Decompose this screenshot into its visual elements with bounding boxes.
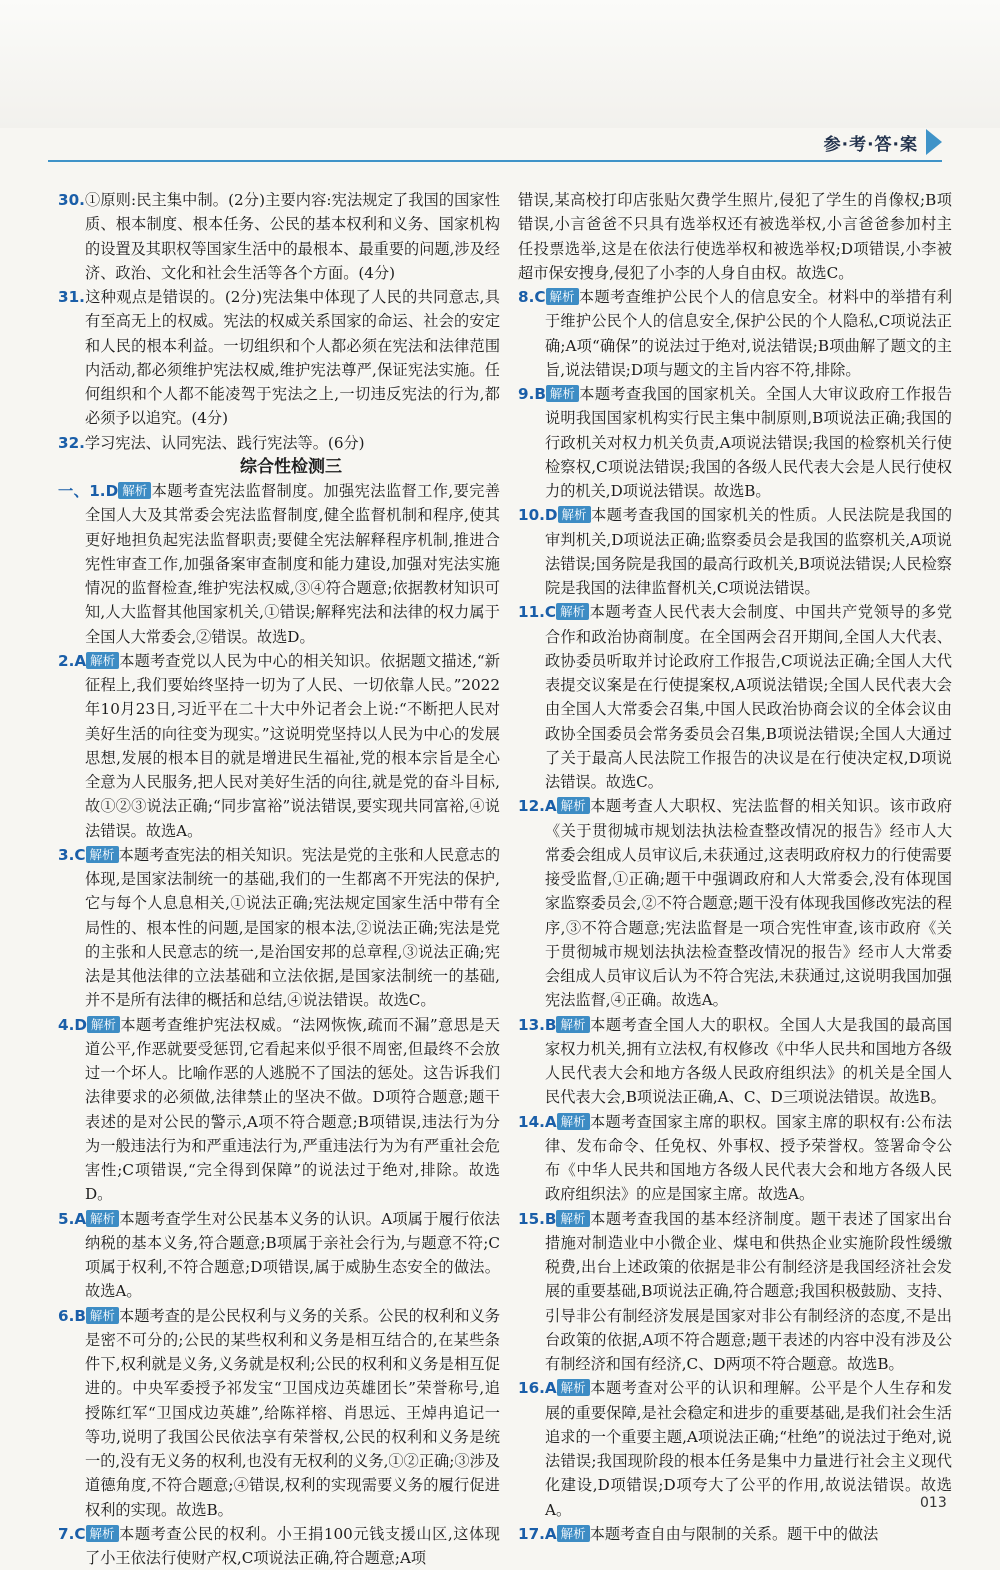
right-column — [518, 188, 952, 1546]
analysis-tag: 解析 — [87, 1016, 120, 1033]
answer-13: 13.B 解析 本题考查全国人大的职权。全国人大是我国的最高国家权力机关,拥有立法权,有权修改《中华人民共和国地方各级人民代表大会和地方各级人民政府组织法》的机关是全国人民代表大会,B项说法正确,A、C、D三项说法错误。故选B。 — [518, 1015, 952, 1107]
answer-2: 2.A 解析 本题考查党以人民为中心的相关知识。依据题文描述,“新征程上,我们要始终坚持一切为了人民、一切依靠人民。”2022年10月23日,习近平在二十大中外记者会上说:“不断把人民对美好生活的向往变为现实。”这说明党坚持以人民为中心的发展思想,发展的根本目的就是增进民生福祉,党的根本宗旨是全心全意为人民服务,把人民对美好生活的向往,就是党的奋斗目标,故①②③说法正确;“同步富裕”说法错误,要实现共同富裕,④说法错误。故选A。 — [58, 651, 500, 840]
answer-3: 3.C 解析 本题考查宪法的相关知识。宪法是党的主张和人民意志的体现,是国家法制统一的基础,我们的一生都离不开宪法的保护,它与每个人息息相关,①说法正确;宪法规定国家生活中带有全局性的、根本性的问题,是国家的根本法,②说法正确;宪法是党的主张和人民意志的统一,是治国安邦的总章程,③说法正确;宪法是其他法律的立法基础和立法依据,是国家法制统一的基础,并不是所有法律的概括和总结,④说法错误。故选C。 — [58, 845, 500, 1010]
analysis-tag: 解析 — [546, 288, 579, 305]
answer-16: 16.A 解析 本题考查对公平的认识和理解。公平是个人生存和发展的重要保障,是社会稳定和进步的重要基础,是我们社会生活追求的一个重要主题,A项说法正确;“杜绝”的说法过于绝对,说法错误;我国现阶段的根本任务是集中力量进行社会主义现代化建设,D项错误;D项夸大了公平的作用,故说法错误。故选A。 — [518, 1379, 952, 1519]
analysis-tag: 解析 — [556, 603, 589, 620]
header-rule — [48, 160, 942, 162]
answer-1: 一、1.D 解析 本题考查宪法监督制度。加强宪法监督工作,要完善全国人大及其常委会宪法监督制度,健全监督机制和程序,使其更好地担负起宪法监督职责;要健全宪法解释程序机制,推进合宪性审查工作,加强备案审查制度和能力建设,加强对宪法实施情况的监督检查,维护宪法权威,③④符合题意;依据教材知识可知,人大监督其他国家机关,①错误;解释宪法和法律的权力属于全国人大常委会,②错误。故选D。 — [58, 482, 501, 646]
analysis-tag: 解析 — [557, 1525, 590, 1542]
analysis-tag: 解析 — [556, 1016, 589, 1033]
left-column — [58, 188, 500, 1570]
answer-30: 30.①原则:民主集中制。(2分)主要内容:宪法规定了我国的国家性质、根本制度、根本任务、公民的基本权利和义务、国家机构的设置及其职权等国家生活中的最根本、最重要的问题,涉及经济、政治、文化和社会生活等各个方面。(4分) — [58, 191, 500, 282]
page-header — [824, 126, 942, 158]
analysis-tag: 解析 — [558, 506, 591, 523]
analysis-tag: 解析 — [86, 1307, 119, 1324]
analysis-tag: 解析 — [546, 385, 579, 402]
analysis-tag: 解析 — [86, 846, 119, 863]
analysis-tag: 解析 — [557, 797, 590, 814]
analysis-tag: 解析 — [557, 1113, 590, 1130]
answer-6: 6.B 解析 本题考查的是公民权利与义务的关系。公民的权利和义务是密不可分的;公民的某些权利和义务是相互结合的,在某些条件下,权利就是义务,义务就是权利;公民的权利和义务是相互促进的。中央军委授予祁发宝“卫国戍边英雄团长”荣誉称号,追授陈红军“卫国戍边英雄”,给陈祥榕、肖思远、王焯冉追记一等功,说明了我国公民依法享有荣誉权,公民的权利和义务是统一的,没有无义务的权利,也没有无权利的义务,①②正确;③涉及道德角度,不符合题意;④错误,权利的实现需要义务的履行促进权利的实现。故选B。 — [58, 1306, 500, 1519]
analysis-tag: 解析 — [86, 652, 119, 669]
answer-17: 17.A 解析 本题考查自由与限制的关系。题干中的做法 — [518, 1524, 879, 1543]
answer-8: 8.C 解析 本题考查维护公民个人的信息安全。材料中的举措有利于维护公民个人的信息安全,保护公民的个人隐私,C项说法正确;A项“确保”的说法过于绝对,说法错误;B项曲解了题文的主旨,说法错误;D项与题文的主旨内容不符,排除。 — [518, 288, 952, 379]
analysis-tag: 解析 — [118, 482, 151, 499]
answer-10: 10.D 解析 本题考查我国的国家机关的性质。人民法院是我国的审判机关,D项说法正确;监察委员会是我国的监察机关,A项说法错误;国务院是我国的最高行政机关,B项说法错误;人民检察院是我国的法律监督机关,C项说法错误。 — [518, 506, 952, 597]
chevron-right-icon — [926, 129, 942, 155]
analysis-tag: 解析 — [556, 1210, 589, 1227]
answer-9: 9.B 解析 本题考查我国的国家机关。全国人大审议政府工作报告说明我国国家机构实行民主集中制原则,B项说法正确;我国的行政机关对权力机关负责,A项说法错误;我国的检察机关行使检察权,C项说法错误;我国的各级人民代表大会是人民行使权力的机关,D项说法错误。故选B。 — [518, 385, 952, 500]
answer-4: 4.D 解析 本题考查维护宪法权威。“法网恢恢,疏而不漏”意思是天道公平,作恶就要受惩罚,它看起来似乎很不周密,但最终不会放过一个坏人。比喻作恶的人逃脱不了国法的惩处。这告诉我们法律要求的必须做,法律禁止的坚决不做。D项符合题意;题干表述的是对公民的警示,A项不符合题意;B项错误,违法行为分为一般违法行为和严重违法行为,严重违法行为为有严重社会危害性;C项错误,“完全得到保障”的说法过于绝对,排除。故选D。 — [58, 1015, 500, 1204]
analysis-tag: 解析 — [86, 1210, 119, 1227]
answer-5: 5.A 解析 本题考查学生对公民基本义务的认识。A项属于履行依法纳税的基本义务,符合题意;B项属于亲社会行为,与题意不符;C项属于权利,不符合题意;D项错误,属于威胁生态安全的做法。故选A。 — [58, 1209, 500, 1301]
answer-7-continued: 错误,某高校打印店张贴欠费学生照片,侵犯了学生的肖像权;B项错误,小言爸爸不只具有选举权还有被选举权,小言爸爸参加村主任投票选举,这是在依法行使选举权和被选举权;D项错误,小李被超市保安搜身,侵犯了小李的人身自由权。故选C。 — [518, 191, 952, 282]
answer-32: 32.学习宪法、认同宪法、践行宪法等。(6分) — [58, 433, 365, 452]
answer-11: 11.C 解析 本题考查人民代表大会制度、中国共产党领导的多党合作和政治协商制度。在全国两会召开期间,全国人大代表、政协委员听取并讨论政府工作报告,C项说法正确;全国人大代表提交议案是在行使提案权,A项说法错误;全国人民代表大会由全国人大常委会召集,中国人民政治协商会议的全体会议由政协全国委员会常务委员会召集,B项说法错误;全国人大通过了关于最高人民法院工作报告的决议是在行使决定权,D项说法错误。故选C。 — [518, 603, 952, 791]
answer-14: 14.A 解析 本题考查国家主席的职权。国家主席的职权有:公布法律、发布命令、任免权、外事权、授予荣誉权。签署命令公布《中华人民共和国地方各级人民代表大会和地方各级人民政府组织法》的应是国家主席。故选A。 — [518, 1112, 952, 1204]
analysis-tag: 解析 — [557, 1379, 590, 1396]
section-title: 综合性检测三 — [240, 456, 342, 477]
analysis-tag: 解析 — [86, 1525, 119, 1542]
top-band — [0, 0, 1000, 128]
page-number: 013 — [920, 1495, 947, 1511]
header-title: 参·考·答·案 — [823, 134, 918, 155]
answer-12: 12.A 解析 本题考查人大职权、宪法监督的相关知识。该市政府《关于贯彻城市规划法执法检查整改情况的报告》经市人大常委会组成人员审议后,未获通过,这表明政府权力的行使需要接受监督,①正确;题干中强调政府和人大常委会,没有体现国家监察委员会,②不符合题意;题干没有体现我国修改宪法的程序,③不符合题意;宪法监督是一项合宪性审查,该市政府《关于贯彻城市规划法执法检查整改情况的报告》经市人大常委会组成人员审议后认为不符合宪法,未获通过,这说明我国加强宪法监督,④正确。故选A。 — [518, 797, 952, 1010]
answer-7: 7.C 解析 本题考查公民的权利。小王捐100元钱支援山区,这体现了小王依法行使财产权,C项说法正确,符合题意;A项 — [58, 1524, 500, 1567]
answer-15: 15.B 解析 本题考查我国的基本经济制度。题干表述了国家出台措施对制造业中小微企业、煤电和供热企业实施阶段性缓缴税费,出台上述政策的依据是非公有制经济是我国经济社会发展的重要基础,B项说法正确,符合题意;我国积极鼓励、支持、引导非公有制经济发展是国家对非公有制经济的态度,不是出台政策的依据,A项不符合题意;题干表述的内容中没有涉及公有制经济和国有经济,C、D两项不符合题意。故选B。 — [518, 1209, 952, 1373]
answer-31: 31.这种观点是错误的。(2分)宪法集中体现了人民的共同意志,具有至高无上的权威。宪法的权威关系国家的命运、社会的安定和人民的根本利益。一切组织和个人都必须在宪法和法律范围内活动,都必须维护宪法权威,维护宪法尊严,保证宪法实施。任何组织和个人都不能凌驾于宪法之上,一切违反宪法的行为,都必须予以追究。(4分) — [58, 288, 500, 428]
